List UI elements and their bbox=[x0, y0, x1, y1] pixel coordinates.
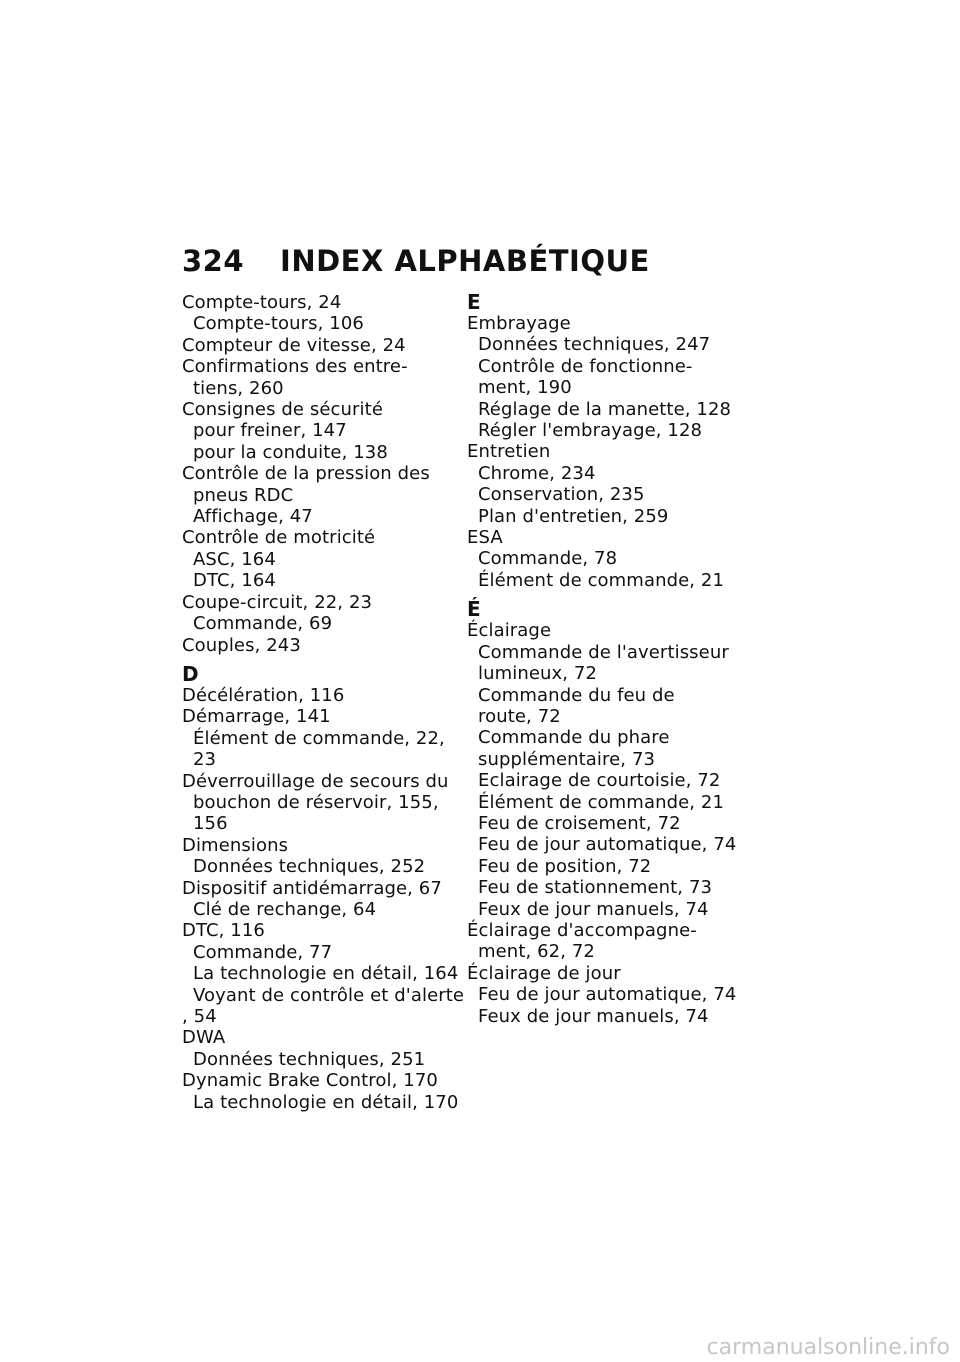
index-letter-heading: D bbox=[182, 661, 199, 686]
index-subentry: 23 bbox=[193, 749, 217, 771]
index-subentry: ASC, 164 bbox=[193, 548, 276, 570]
index-entry: Éclairage bbox=[467, 620, 552, 642]
index-subentry: pneus RDC bbox=[193, 484, 294, 506]
index-subentry: Réglage de la manette, 128 bbox=[478, 398, 732, 420]
index-subentry: Commande du feu de bbox=[478, 684, 675, 706]
index-entry: Coupe-circuit, 22, 23 bbox=[182, 591, 373, 613]
index-subentry: ment, 62, 72 bbox=[478, 941, 595, 963]
index-entry: Compteur de vitesse, 24 bbox=[182, 334, 406, 356]
index-subentry: Élément de commande, 21 bbox=[478, 569, 725, 591]
index-subentry: Eclairage de courtoisie, 72 bbox=[478, 770, 721, 792]
page-header bbox=[182, 244, 650, 278]
index-entry: Dynamic Brake Control, 170 bbox=[182, 1070, 438, 1092]
index-letter-heading: É bbox=[467, 597, 481, 622]
index-entry: ESA bbox=[467, 527, 503, 549]
index-subentry: Feu de stationnement, 73 bbox=[478, 877, 713, 899]
index-subentry: Élément de commande, 22, bbox=[193, 727, 445, 749]
index-subentry: Feu de jour automatique, 74 bbox=[478, 834, 737, 856]
index-subentry: Feu de croisement, 72 bbox=[478, 812, 681, 834]
index-subentry: Commande, 69 bbox=[193, 613, 333, 635]
index-subentry: pour la conduite, 138 bbox=[193, 441, 388, 463]
index-column-right bbox=[467, 292, 742, 1027]
index-subentry: La technologie en détail, 170 bbox=[193, 1091, 459, 1113]
index-entry: Confirmations des entre- bbox=[182, 356, 408, 378]
index-subentry: Clé de rechange, 64 bbox=[193, 898, 377, 920]
index-column-left bbox=[182, 292, 465, 1113]
index-entry: DWA bbox=[182, 1027, 226, 1049]
index-subentry: supplémentaire, 73 bbox=[478, 748, 656, 770]
index-subentry: Affichage, 47 bbox=[193, 506, 313, 528]
index-subentry: Données techniques, 247 bbox=[478, 334, 711, 356]
index-subentry: 156 bbox=[193, 813, 228, 835]
page-title: INDEX ALPHABÉTIQUE bbox=[280, 244, 650, 278]
index-subentry: route, 72 bbox=[478, 705, 561, 727]
index-subentry: Plan d'entretien, 259 bbox=[478, 505, 669, 527]
index-subentry: La technologie en détail, 164 bbox=[193, 963, 459, 985]
index-entry: Embrayage bbox=[467, 313, 571, 334]
index-entry: Démarrage, 141 bbox=[182, 706, 331, 728]
index-subentry: Régler l'embrayage, 128 bbox=[478, 420, 703, 442]
index-subentry: Conservation, 235 bbox=[478, 484, 645, 506]
index-subentry: Commande du phare bbox=[478, 727, 670, 749]
index-subentry: pour freiner, 147 bbox=[193, 420, 347, 442]
index-subentry: Voyant de contrôle et d'alerte bbox=[193, 984, 465, 1006]
index-subentry: tiens, 260 bbox=[193, 377, 284, 399]
index-subentry: Feu de jour automatique, 74 bbox=[478, 984, 737, 1006]
index-subentry: Feu de position, 72 bbox=[478, 855, 652, 877]
index-entry: Contrôle de la pression des bbox=[182, 463, 430, 485]
index-subentry: Feux de jour manuels, 74 bbox=[478, 1005, 709, 1027]
index-subentry: Feux de jour manuels, 74 bbox=[478, 898, 709, 920]
index-entry: Consignes de sécurité bbox=[182, 399, 383, 421]
index-subentry: DTC, 164 bbox=[193, 570, 276, 592]
index-subentry: ment, 190 bbox=[478, 377, 572, 399]
index-entry: Dimensions bbox=[182, 834, 289, 856]
index-entry: Contrôle de motricité bbox=[182, 527, 376, 549]
index-entry: DTC, 116 bbox=[182, 920, 265, 942]
index-subentry: Commande de l'avertisseur bbox=[478, 641, 729, 663]
index-letter-heading: E bbox=[467, 290, 481, 314]
index-entry: Compte-tours, 24 bbox=[182, 292, 342, 313]
index-entry: Dispositif antidémarrage, 67 bbox=[182, 877, 442, 899]
index-subentry: Commande, 77 bbox=[193, 941, 333, 963]
index-entry: Éclairage de jour bbox=[467, 962, 621, 984]
index-subentry: Compte-tours, 106 bbox=[193, 313, 364, 335]
index-entry: Déverrouillage de secours du bbox=[182, 770, 449, 792]
index-subentry: Données techniques, 251 bbox=[193, 1048, 426, 1070]
index-subentry: Contrôle de fonctionne- bbox=[478, 355, 693, 377]
page-number: 324 bbox=[182, 244, 245, 278]
index-subentry: Données techniques, 252 bbox=[193, 856, 426, 878]
watermark: carmanualsonline.info bbox=[706, 1335, 950, 1360]
index-subentry: Élément de commande, 21 bbox=[478, 791, 725, 813]
index-subentry: lumineux, 72 bbox=[478, 663, 598, 685]
index-entry: Couples, 243 bbox=[182, 634, 301, 656]
index-entry: Éclairage d'accompagne- bbox=[467, 919, 697, 941]
index-subentry: Commande, 78 bbox=[478, 548, 618, 570]
index-entry: , 54 bbox=[182, 1006, 217, 1027]
index-entry: Entretien bbox=[467, 441, 551, 463]
index-subentry: bouchon de réservoir, 155, bbox=[193, 791, 439, 813]
index-subentry: Chrome, 234 bbox=[478, 462, 596, 484]
index-entry: Décélération, 116 bbox=[182, 684, 345, 706]
